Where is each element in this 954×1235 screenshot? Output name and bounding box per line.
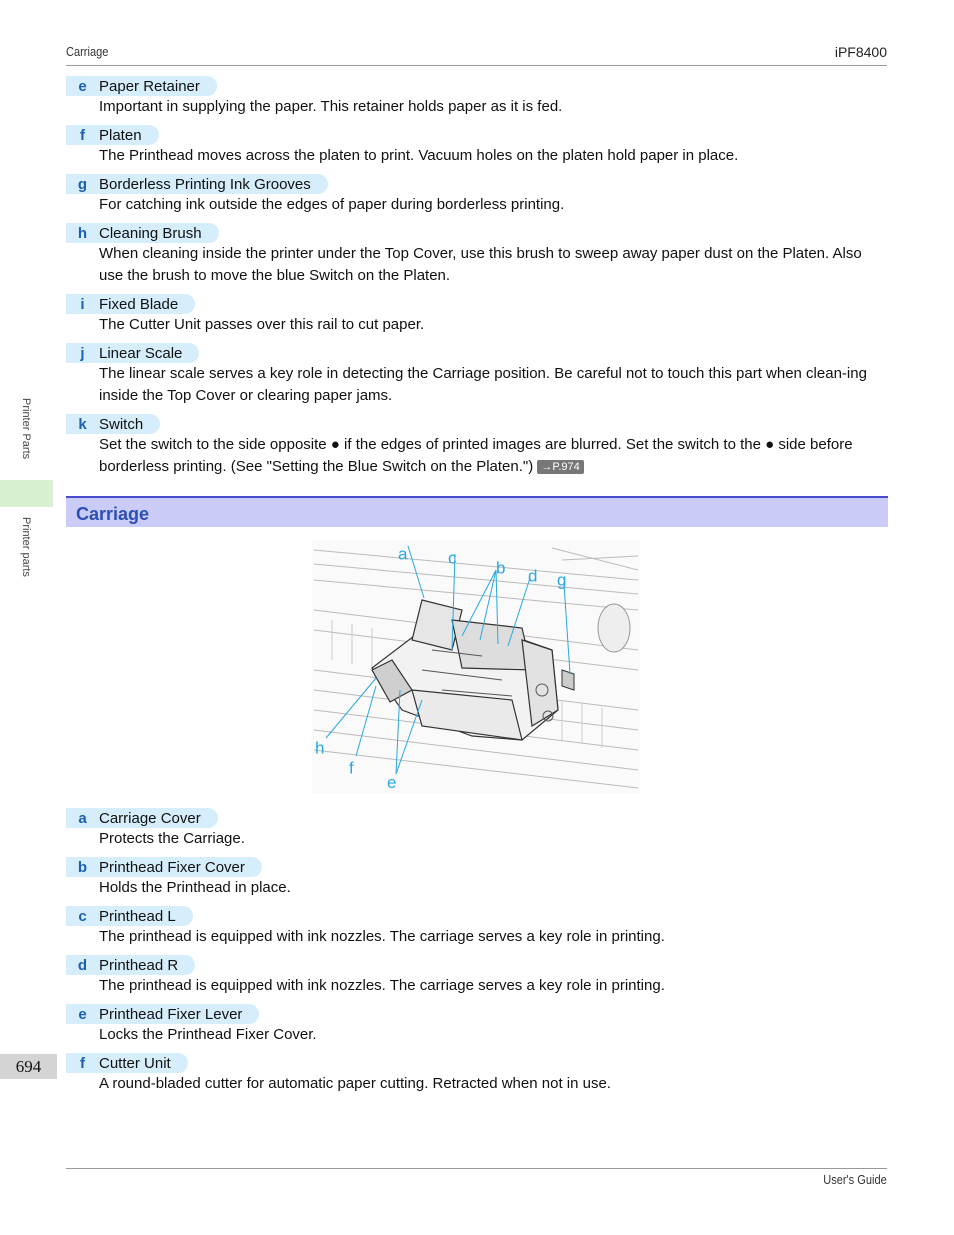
list-item [66,223,888,287]
item-title-pill [66,223,219,243]
item-title-pill [66,1004,259,1024]
list-item [66,1053,888,1095]
item-description: The linear scale serves a key role in detecting the Carriage position. Be careful not to touch this part when clean-ing inside the Top Cover or clearing paper jams. [99,365,867,404]
item-title-pill [66,343,199,363]
side-label-chapter: Printer Parts [20,398,32,460]
list-item [66,414,888,478]
item-title-pill [66,857,262,877]
item-title-pill [66,125,159,145]
item-description: The printhead is equipped with ink nozzles. The carriage serves a key role in printing. [99,928,665,945]
item-description: Protects the Carriage. [99,830,245,847]
parts-list-carriage [66,808,888,1102]
carriage-illustration [312,540,640,794]
list-item [66,174,888,216]
item-title-pill [66,808,218,828]
footer-rule [66,1168,887,1169]
item-letter: h [77,224,88,242]
item-title-pill [66,955,195,975]
item-title: Carriage Cover [99,809,201,827]
running-header-section: Carriage [66,44,109,59]
item-title: Platen [99,126,142,144]
item-letter: i [80,295,85,313]
parts-list-top [66,76,888,485]
item-letter: g [77,175,88,193]
item-description: Holds the Printhead in place. [99,879,291,896]
item-description: When cleaning inside the printer under the Top Cover, use this brush to sweep away paper dust on the Platen. Also use the brush to move the blue Switch on the Platen. [99,245,862,284]
section-heading-bar [66,496,888,527]
item-letter: f [80,126,85,144]
figure-label-g: g [557,570,567,590]
item-description: The printhead is equipped with ink nozzles. The carriage serves a key role in printing. [99,977,665,994]
list-item [66,1004,888,1046]
list-item [66,808,888,850]
item-description: The Cutter Unit passes over this rail to cut paper. [99,316,425,333]
item-title-pill [66,414,160,434]
section-title: Carriage [76,504,150,524]
list-item [66,955,888,997]
figure-label-b: b [496,558,506,578]
item-letter: k [78,415,87,433]
item-title: Printhead L [99,907,176,925]
item-title: Linear Scale [99,344,183,362]
list-item [66,76,888,118]
side-label-section: Printer parts [20,517,32,577]
item-title-pill [66,1053,188,1073]
item-title: Borderless Printing Ink Grooves [99,175,311,193]
list-item [66,294,888,336]
figure-label-f: f [349,758,354,778]
figure-label-e: e [387,773,397,793]
figure-label-d: d [528,566,538,586]
item-title-pill [66,906,193,926]
item-letter: f [80,1054,85,1072]
item-description: Locks the Printhead Fixer Cover. [99,1026,317,1043]
item-title: Printhead R [99,956,179,974]
item-letter: e [78,77,87,95]
item-title: Printhead Fixer Lever [99,1005,243,1023]
item-title: Cleaning Brush [99,224,202,242]
item-title-pill [66,294,195,314]
item-letter: b [77,858,88,876]
list-item [66,125,888,167]
figure-label-c: c [448,548,457,568]
item-letter: j [80,344,85,362]
item-letter: e [78,1005,87,1023]
item-description: For catching ink outside the edges of paper during borderless printing. [99,196,565,213]
item-title: Cutter Unit [99,1054,171,1072]
item-title-pill [66,76,217,96]
list-item [66,906,888,948]
item-title: Printhead Fixer Cover [99,858,245,876]
running-footer: User's Guide [823,1172,887,1187]
figure-label-h: h [315,738,325,758]
item-title: Switch [99,415,144,433]
side-tab-highlight [0,480,53,507]
item-letter: a [78,809,87,827]
figure-label-a: a [398,544,408,564]
item-title: Fixed Blade [99,295,179,313]
page-reference-link[interactable]: →P.974 [537,460,583,474]
item-description: A round-bladed cutter for automatic paper cutting. Retracted when not in use. [99,1075,611,1092]
item-title-pill [66,174,328,194]
running-header-model: iPF8400 [834,44,887,60]
header-rule [66,65,887,66]
item-letter: c [78,907,87,925]
item-letter: d [77,956,88,974]
item-description: Important in supplying the paper. This retainer holds paper as it is fed. [99,98,563,115]
list-item [66,343,888,407]
list-item [66,857,888,899]
page-number: 694 [0,1054,57,1079]
item-description: The Printhead moves across the platen to print. Vacuum holes on the platen hold paper in place. [99,147,739,164]
item-description [66,434,888,478]
item-description-text: Set the switch to the side opposite ● if the edges of printed images are blurred. Set the switch to the ● side before borderless printing. (See "Setting the Blue Switch on the Platen.") [99,436,853,475]
item-title: Paper Retainer [99,77,200,95]
